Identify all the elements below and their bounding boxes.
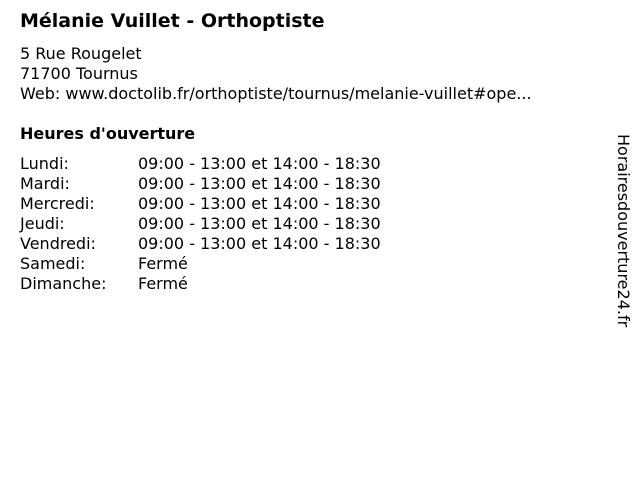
hours-day: Dimanche:: [20, 274, 107, 293]
hours-day: Mercredi:: [20, 194, 95, 213]
hours-row-dimanche: [20, 274, 381, 294]
city-address: 71700 Tournus: [20, 64, 138, 83]
hours-row-mardi: [20, 174, 381, 194]
hours-row-jeudi: [20, 214, 381, 234]
hours-time: Fermé: [138, 274, 188, 293]
hours-row-mercredi: [20, 194, 381, 214]
hours-day: Jeudi:: [20, 214, 65, 233]
hours-row-vendredi: [20, 234, 381, 254]
hours-day: Mardi:: [20, 174, 70, 193]
opening-hours-heading: Heures d'ouverture: [20, 124, 196, 143]
hours-day: Lundi:: [20, 154, 69, 173]
hours-time: Fermé: [138, 254, 188, 273]
opening-hours-table: [20, 154, 381, 294]
hours-time: 09:00 - 13:00 et 14:00 - 18:30: [138, 234, 381, 253]
site-watermark: Horairesdouverture24.fr: [614, 134, 633, 328]
hours-time: 09:00 - 13:00 et 14:00 - 18:30: [138, 174, 381, 193]
website-link[interactable]: Web: www.doctolib.fr/orthoptiste/tournus/melanie-vuillet#ope...: [20, 84, 532, 103]
hours-row-lundi: [20, 154, 381, 174]
hours-time: 09:00 - 13:00 et 14:00 - 18:30: [138, 154, 381, 173]
hours-day: Samedi:: [20, 254, 86, 273]
hours-time: 09:00 - 13:00 et 14:00 - 18:30: [138, 194, 381, 213]
street-address: 5 Rue Rougelet: [20, 44, 142, 63]
hours-time: 09:00 - 13:00 et 14:00 - 18:30: [138, 214, 381, 233]
hours-row-samedi: [20, 254, 381, 274]
hours-day: Vendredi:: [20, 234, 96, 253]
address-block: [20, 44, 532, 104]
business-title: Mélanie Vuillet - Orthoptiste: [20, 10, 325, 32]
